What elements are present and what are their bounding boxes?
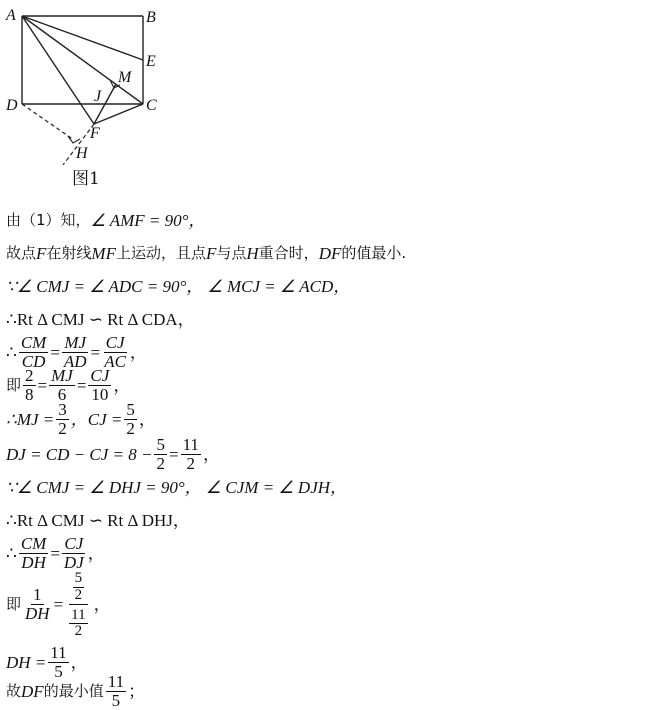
solution-line-14 <box>6 673 145 710</box>
denominator: CD <box>21 351 46 371</box>
math: DF <box>318 244 342 263</box>
text: 由（1）知， <box>6 211 91 229</box>
segment-FC <box>94 104 143 124</box>
equals: = <box>53 594 64 614</box>
text: 重合时， <box>258 244 319 262</box>
solution-line-6 <box>6 367 130 404</box>
numerator: CJ <box>90 366 110 385</box>
equals: = <box>90 342 101 362</box>
solution-line-3 <box>6 278 350 295</box>
numerator: 1 <box>33 584 42 604</box>
denominator: DH <box>21 552 46 572</box>
denominator <box>65 605 91 641</box>
math: F <box>36 244 47 263</box>
label-E: E <box>146 53 156 70</box>
numerator: 11 <box>50 643 67 662</box>
math: F <box>205 244 217 263</box>
equals: = <box>50 543 60 563</box>
label-F: F <box>90 125 100 142</box>
fraction <box>88 367 111 404</box>
math: ∴Rt Δ CMJ ∽ Rt Δ DHJ， <box>6 511 190 530</box>
solution-line-10 <box>6 512 190 529</box>
text: 故 <box>6 681 22 700</box>
punct: ， <box>70 652 88 672</box>
equals: = <box>37 375 48 395</box>
fraction <box>23 367 36 404</box>
math: ∵∠ CMJ = ∠ ADC = 90°， ∠ MCJ = ∠ ACD， <box>6 277 351 296</box>
numerator: MJ <box>51 366 73 385</box>
fraction <box>154 436 167 473</box>
text: 在射线 <box>46 244 92 262</box>
solution-line-4 <box>6 311 195 328</box>
math: ，CJ = <box>70 409 123 429</box>
punct: ， <box>113 375 131 395</box>
fraction <box>19 535 49 572</box>
equals: = <box>50 342 60 362</box>
label-J: J <box>94 88 102 105</box>
punct: ， <box>87 543 105 563</box>
denominator: 2 <box>74 623 83 640</box>
numerator: CM <box>20 534 47 553</box>
solution-line-9 <box>6 479 347 496</box>
label-M: M <box>118 69 132 86</box>
numerator: 11 <box>107 672 125 691</box>
solution-line-11 <box>6 535 105 572</box>
punct: ， <box>93 594 111 614</box>
solution-line-12 <box>6 568 111 640</box>
text: 与点 <box>216 244 247 262</box>
fraction <box>181 436 201 473</box>
text: 上运动，且点 <box>115 244 206 262</box>
fraction <box>62 535 86 572</box>
denominator: DH <box>25 603 50 623</box>
denominator: 2 <box>156 453 165 473</box>
math: DF <box>21 681 44 701</box>
numerator: CJ <box>64 534 84 553</box>
segment-AF <box>22 16 94 124</box>
geometry-figure <box>0 0 200 165</box>
math: ∵∠ CMJ = ∠ DHJ = 90°， ∠ CJM = ∠ DJH， <box>6 478 348 497</box>
label-B: B <box>146 9 156 26</box>
fraction <box>69 608 87 641</box>
text: 的最小值 <box>43 681 104 700</box>
punct: ， <box>138 409 156 429</box>
denominator: 2 <box>74 586 83 603</box>
numerator: 5 <box>74 570 83 586</box>
solution-line-2 <box>6 245 406 262</box>
text: 即 <box>6 375 22 394</box>
numerator: 5 <box>126 400 135 419</box>
fraction <box>19 334 49 371</box>
solution-line-1 <box>6 212 205 229</box>
text: 的值最小. <box>341 244 407 262</box>
denominator: 2 <box>58 418 67 438</box>
fraction <box>56 401 69 438</box>
denominator: 2 <box>126 418 135 438</box>
numerator: 11 <box>71 606 86 623</box>
denominator: AC <box>104 351 126 371</box>
segment-DH <box>22 104 74 140</box>
denominator: 5 <box>111 690 121 710</box>
math: DJ = CD − CJ = 8 − <box>6 444 153 464</box>
numerator: 5 <box>156 435 165 454</box>
punct: ； <box>128 681 146 701</box>
math: DH = <box>6 652 47 672</box>
numerator: CJ <box>105 333 125 352</box>
math: MF <box>91 244 116 263</box>
text: 即 <box>6 594 22 613</box>
numerator: MJ <box>64 333 87 352</box>
therefore: ∴ <box>6 342 17 362</box>
fraction <box>23 586 52 623</box>
label-D: D <box>6 97 18 114</box>
fraction <box>106 673 126 710</box>
segment-AC <box>22 16 143 104</box>
therefore: ∴ <box>6 543 17 563</box>
denominator: 5 <box>54 661 63 681</box>
numerator: CM <box>20 333 47 352</box>
denominator: 10 <box>91 384 109 404</box>
segment-AE <box>22 16 143 60</box>
fraction <box>49 367 75 404</box>
figure-caption: 图1 <box>72 169 100 189</box>
numerator: 2 <box>25 366 34 385</box>
math: ∴MJ = <box>6 409 55 429</box>
math: H <box>246 244 259 263</box>
math: ∴Rt Δ CMJ ∽ Rt Δ CDA， <box>6 310 195 329</box>
equals: = <box>76 375 87 395</box>
label-C: C <box>146 97 157 114</box>
label-A: A <box>6 7 16 24</box>
compound-fraction <box>65 568 91 640</box>
solution-line-8 <box>6 436 220 473</box>
denominator: AD <box>63 351 87 371</box>
numerator: 11 <box>182 435 199 454</box>
equals: = <box>168 444 179 464</box>
punct: ， <box>129 342 147 362</box>
numerator: 3 <box>58 400 67 419</box>
numerator <box>69 568 89 605</box>
fraction <box>73 571 85 604</box>
denominator: DJ <box>63 552 84 572</box>
text: 故点 <box>6 244 37 262</box>
punct: ， <box>202 444 220 464</box>
denominator: 2 <box>186 453 195 473</box>
solution-line-7 <box>6 401 156 438</box>
denominator: 8 <box>25 384 34 404</box>
label-H: H <box>76 145 88 162</box>
math: ∠ AMF = 90°， <box>90 211 206 230</box>
fraction <box>124 401 137 438</box>
denominator: 6 <box>57 384 67 404</box>
